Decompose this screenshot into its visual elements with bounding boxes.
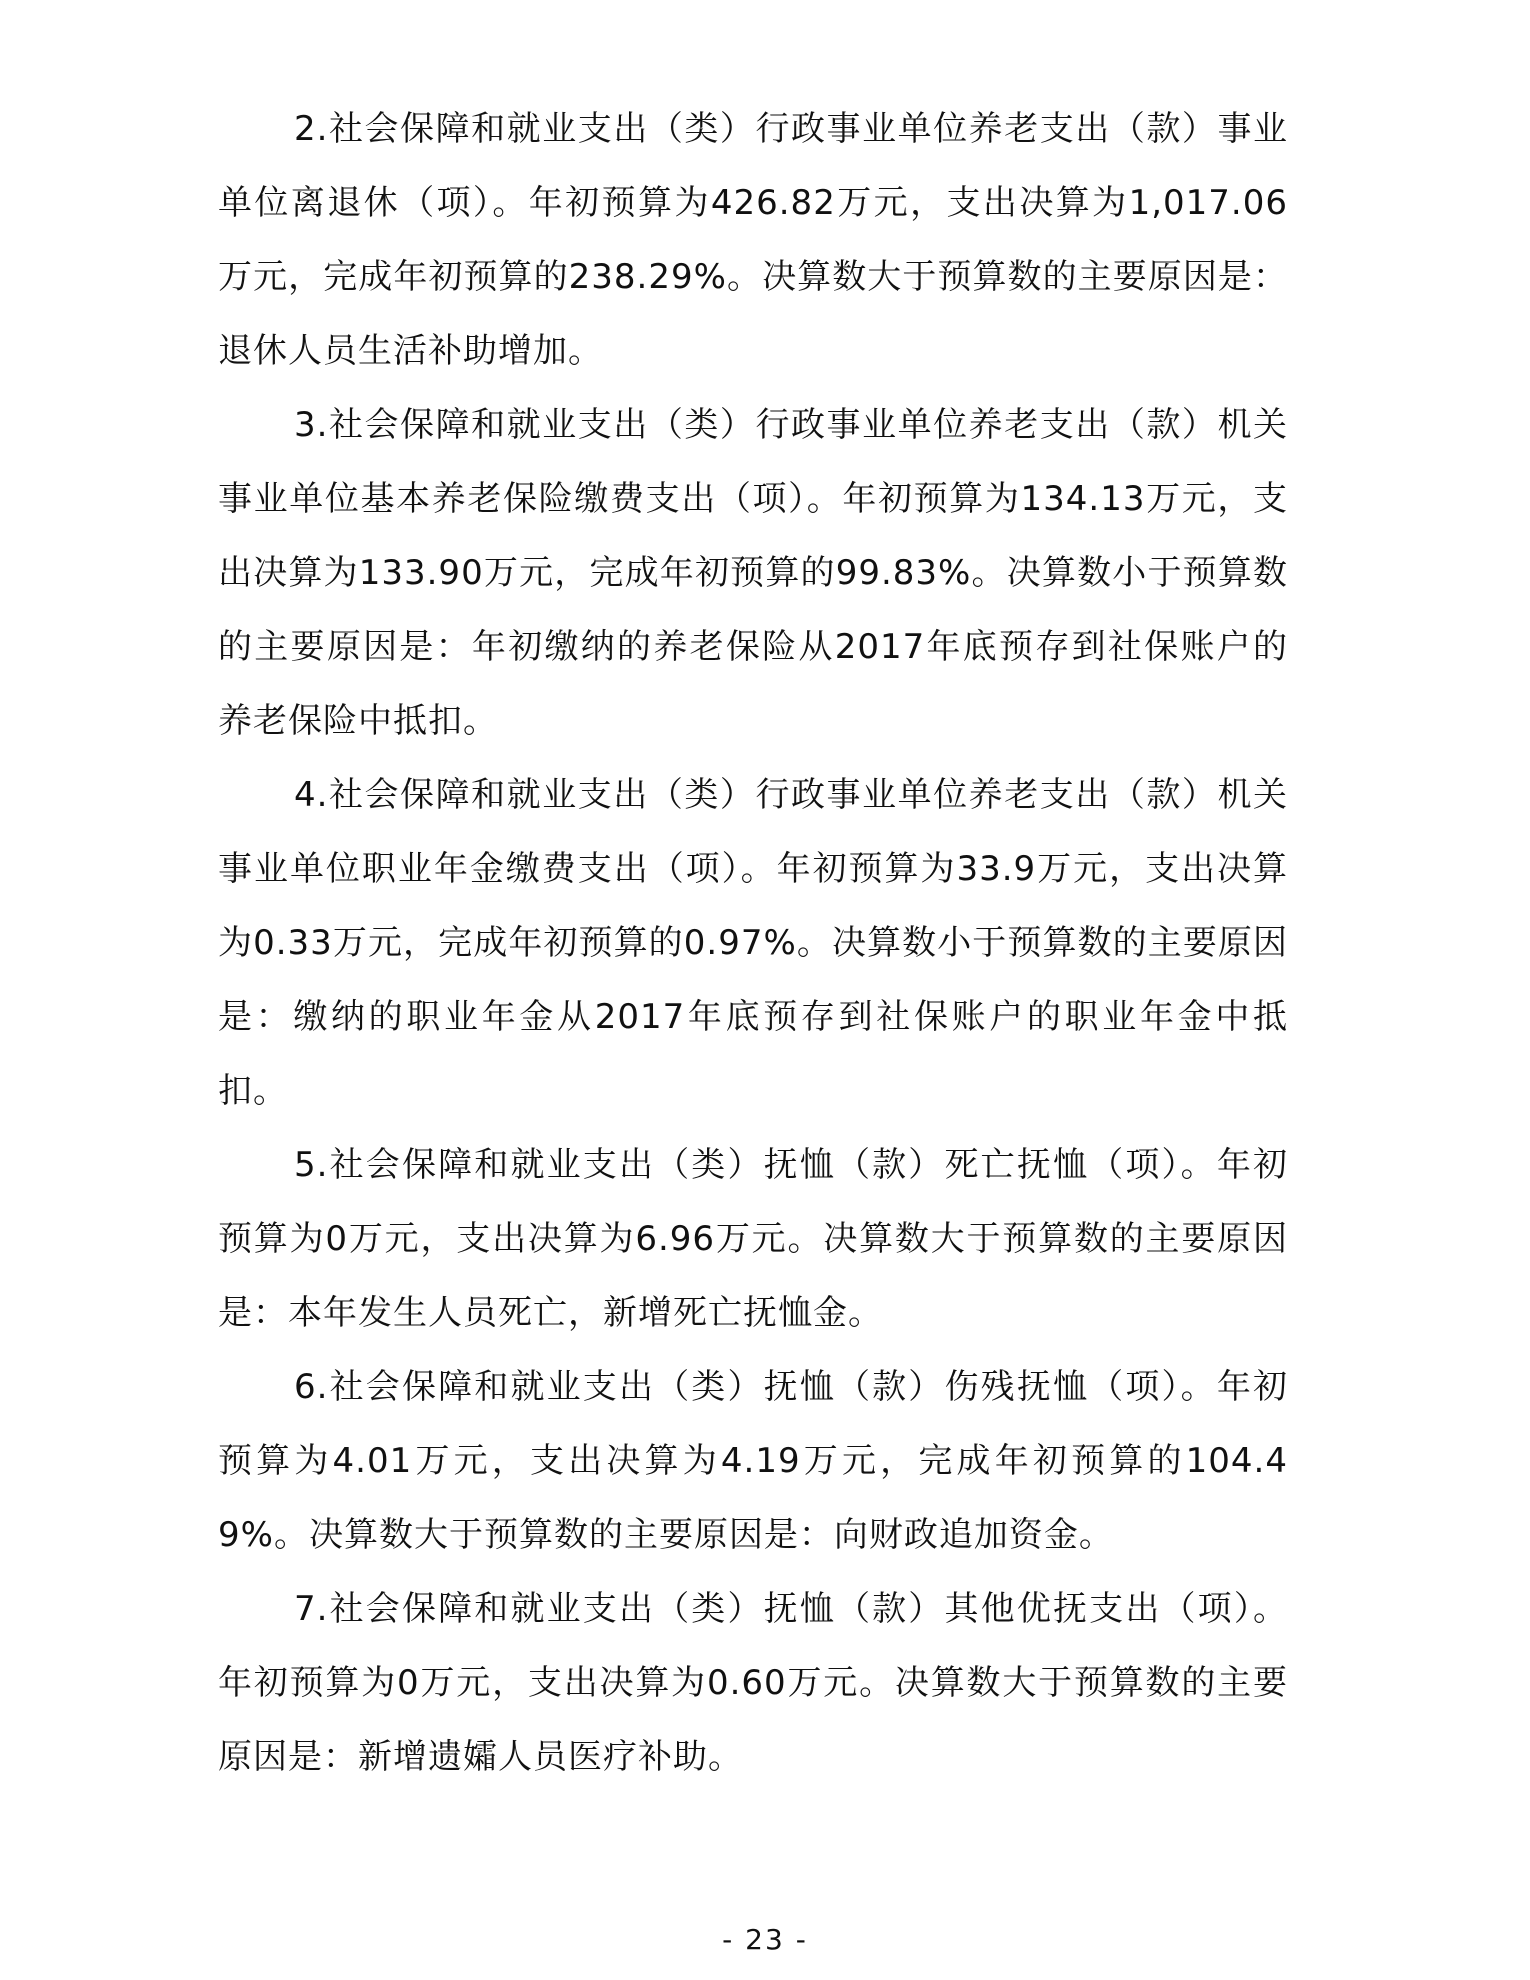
paragraph-item-7: 7.社会保障和就业支出（类）抚恤（款）其他优抚支出（项）。年初预算为0万元，支出决算为0.60万元。决算数大于预算数的主要原因是：新增遗孀人员医疗补助。 — [218, 1589, 1288, 1777]
paragraph-item-3: 3.社会保障和就业支出（类）行政事业单位养老支出（款）机关事业单位基本养老保险缴费支出（项）。年初预算为134.13万元，支出决算为133.90万元，完成年初预算的99.83%。决算数小于预算数的主要原因是：年初缴纳的养老保险从2017年底预存到社保账户的养老保险中抵扣。 — [218, 405, 1288, 741]
paragraph-item-6: 6.社会保障和就业支出（类）抚恤（款）伤残抚恤（项）。年初预算为4.01万元，支出决算为4.19万元，完成年初预算的104.49%。决算数大于预算数的主要原因是：向财政追加资金。 — [218, 1367, 1288, 1555]
page-number: - 23 - — [722, 1923, 808, 1956]
paragraph-item-2: 2.社会保障和就业支出（类）行政事业单位养老支出（款）事业单位离退休（项）。年初预算为426.82万元，支出决算为1,017.06万元，完成年初预算的238.29%。决算数大于预算数的主要原因是：退休人员生活补助增加。 — [218, 109, 1288, 371]
paragraph-item-5: 5.社会保障和就业支出（类）抚恤（款）死亡抚恤（项）。年初预算为0万元，支出决算为6.96万元。决算数大于预算数的主要原因是：本年发生人员死亡，新增死亡抚恤金。 — [218, 1145, 1288, 1333]
document-body — [218, 92, 1288, 1794]
paragraph-item-4: 4.社会保障和就业支出（类）行政事业单位养老支出（款）机关事业单位职业年金缴费支出（项）。年初预算为33.9万元，支出决算为0.33万元，完成年初预算的0.97%。决算数小于预算数的主要原因是：缴纳的职业年金从2017年底预存到社保账户的职业年金中抵扣。 — [218, 775, 1288, 1111]
